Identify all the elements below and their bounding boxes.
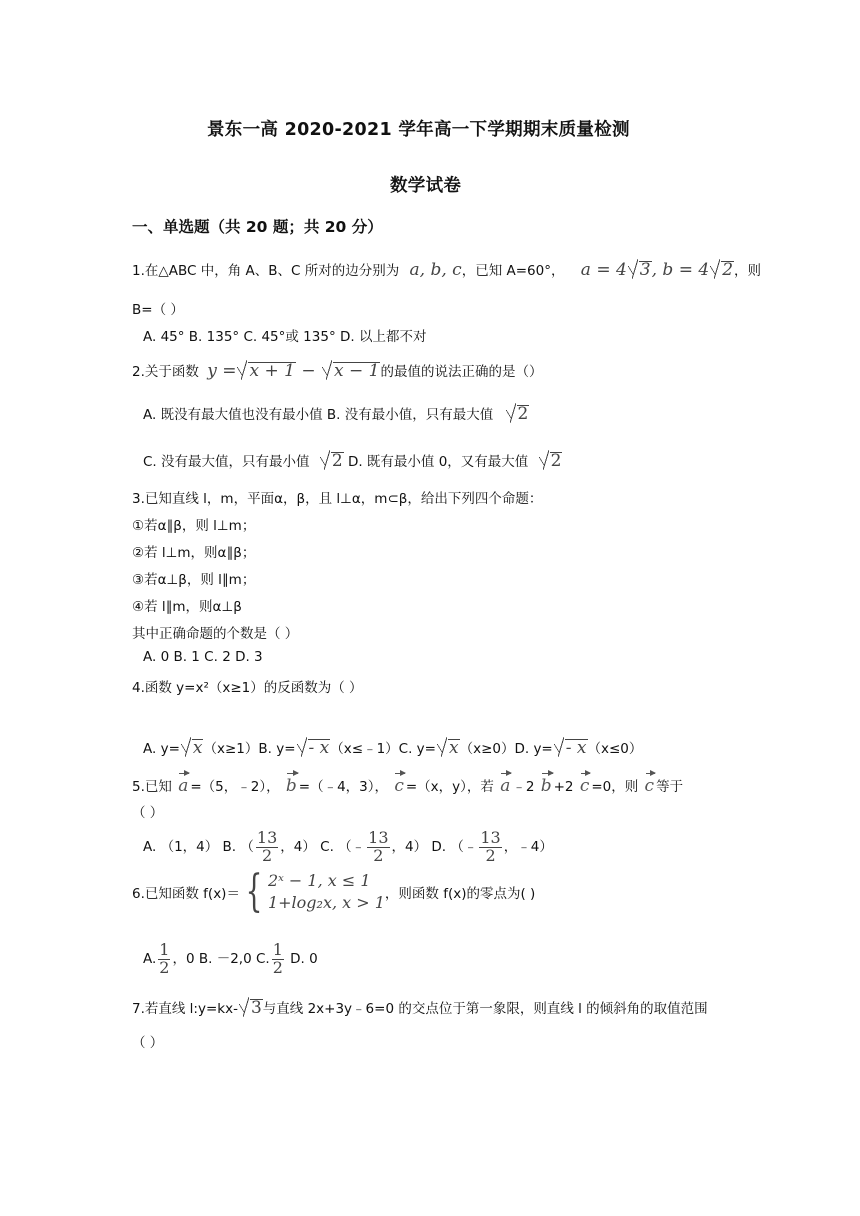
q1-variables: a, b, c xyxy=(409,260,462,280)
q2-text-a: 2.关于函数 xyxy=(132,364,199,380)
q2-text-b: 的最值的说法正确的是（） xyxy=(380,364,543,380)
fraction-13-2: $\frac{13}{2}$ xyxy=(368,827,389,865)
question-2-options-cd: C. 没有最大值，只有最小值 2 D. 既有最小值 0，又有最大值 2 xyxy=(143,451,562,471)
vector-c: c xyxy=(394,771,404,796)
q1-text-b: ，已知 A=60°， xyxy=(461,263,565,279)
exam-title: 景东一高 2020-2021 学年高一下学期期末质量检测 xyxy=(207,120,630,140)
sqrt2-symbol: 2 xyxy=(320,451,344,471)
question-4-options: A. y= x（x≥1）B. y= - x（x≤﹣1）C. y= x（x≥0）D. y= - x（x≤0） xyxy=(143,738,643,758)
q1-text-a: 1.在△ABC 中，角 A、B、C 所对的边分别为 xyxy=(132,263,400,279)
sqrt2-symbol: 2 xyxy=(539,451,563,471)
q2-function: y = x + 1 − x − 1 xyxy=(207,361,380,381)
question-2-options-ab: A. 既没有最大值也没有最小值 B. 没有最小值，只有最大值 2 xyxy=(143,404,529,424)
q3-question: 其中正确命题的个数是（ ） xyxy=(132,626,299,642)
q3-proposition-3: ③若α⊥β，则 l∥m； xyxy=(132,572,256,588)
vector-a: a xyxy=(178,771,188,796)
question-3-options: A. 0 B. 1 C. 2 D. 3 xyxy=(143,649,263,665)
question-6-stem: 6.已知函数 f(x)＝ { 2ˣ − 1, x ≤ 1 1+log₂x, x > 1 ，则函数 f(x)的零点为( ) xyxy=(132,866,536,917)
q3-proposition-1: ①若α∥β，则 l⊥m； xyxy=(132,518,256,534)
question-7-line2: （ ） xyxy=(132,1035,164,1051)
question-1-line2: B=（ ） xyxy=(132,302,184,318)
vector-a: a xyxy=(500,771,510,796)
fraction-13-2: $\frac{13}{2}$ xyxy=(480,827,501,865)
sqrt2-symbol: 2 xyxy=(506,404,530,424)
section-heading: 一、单选题（共 20 题；共 20 分） xyxy=(132,218,383,236)
exam-subtitle: 数学试卷 xyxy=(390,176,462,196)
question-5-stem: 5.已知 a =（5，﹣2）， b =（﹣4，3）， c =（x，y），若 a ﹣2 b +2 c =0，则 c 等于 xyxy=(132,771,683,796)
fraction-1-2: $\frac{1}{2}$ xyxy=(272,939,283,977)
q1-text-c: ，则 xyxy=(734,263,762,279)
sqrt3-symbol: 3 xyxy=(239,998,263,1018)
fraction-1-2: $\frac{1}{2}$ xyxy=(159,939,170,977)
piecewise-brace: { xyxy=(245,866,263,917)
vector-b: b xyxy=(286,771,297,796)
q3-proposition-4: ④若 l∥m，则α⊥β xyxy=(132,599,242,615)
question-7-stem: 7.若直线 l:y=kx- 3与直线 2x+3y﹣6=0 的交点位于第一象限，则直线 l 的倾斜角的取值范围 xyxy=(132,998,708,1018)
vector-c: c xyxy=(580,771,590,796)
q1-equation: a = 4 3, b = 4 2 xyxy=(580,260,734,280)
question-1-stem xyxy=(132,259,761,280)
question-3-stem: 3.已知直线 l，m，平面α，β，且 l⊥α，m⊂β，给出下列四个命题： xyxy=(132,491,543,507)
question-1-options: A. 45° B. 135° C. 45°或 135° D. 以上都不对 xyxy=(143,329,427,345)
question-5-options: A. （1，4） B. （ $\frac{13}{2}$ ，4） C. （﹣ $\frac{13}{2}$ ，4） D. （﹣ $\frac{13}{2}$ ，﹣4） xyxy=(143,827,553,865)
question-2-stem xyxy=(132,360,542,381)
fraction-13-2: $\frac{13}{2}$ xyxy=(256,827,278,865)
piecewise-cases: 2ˣ − 1, x ≤ 1 1+log₂x, x > 1 xyxy=(267,871,385,912)
vector-c: c xyxy=(645,771,655,796)
q3-proposition-2: ②若 l⊥m，则α∥β； xyxy=(132,545,256,561)
question-4-stem: 4.函数 y=x²（x≥1）的反函数为（ ） xyxy=(132,680,363,696)
vector-b: b xyxy=(541,771,552,796)
question-5-line2: （ ） xyxy=(132,805,164,821)
question-6-options: A. $\frac{1}{2}$ ，0 B. －2,0 C. $\frac{1}{2}$ D. 0 xyxy=(143,939,318,977)
